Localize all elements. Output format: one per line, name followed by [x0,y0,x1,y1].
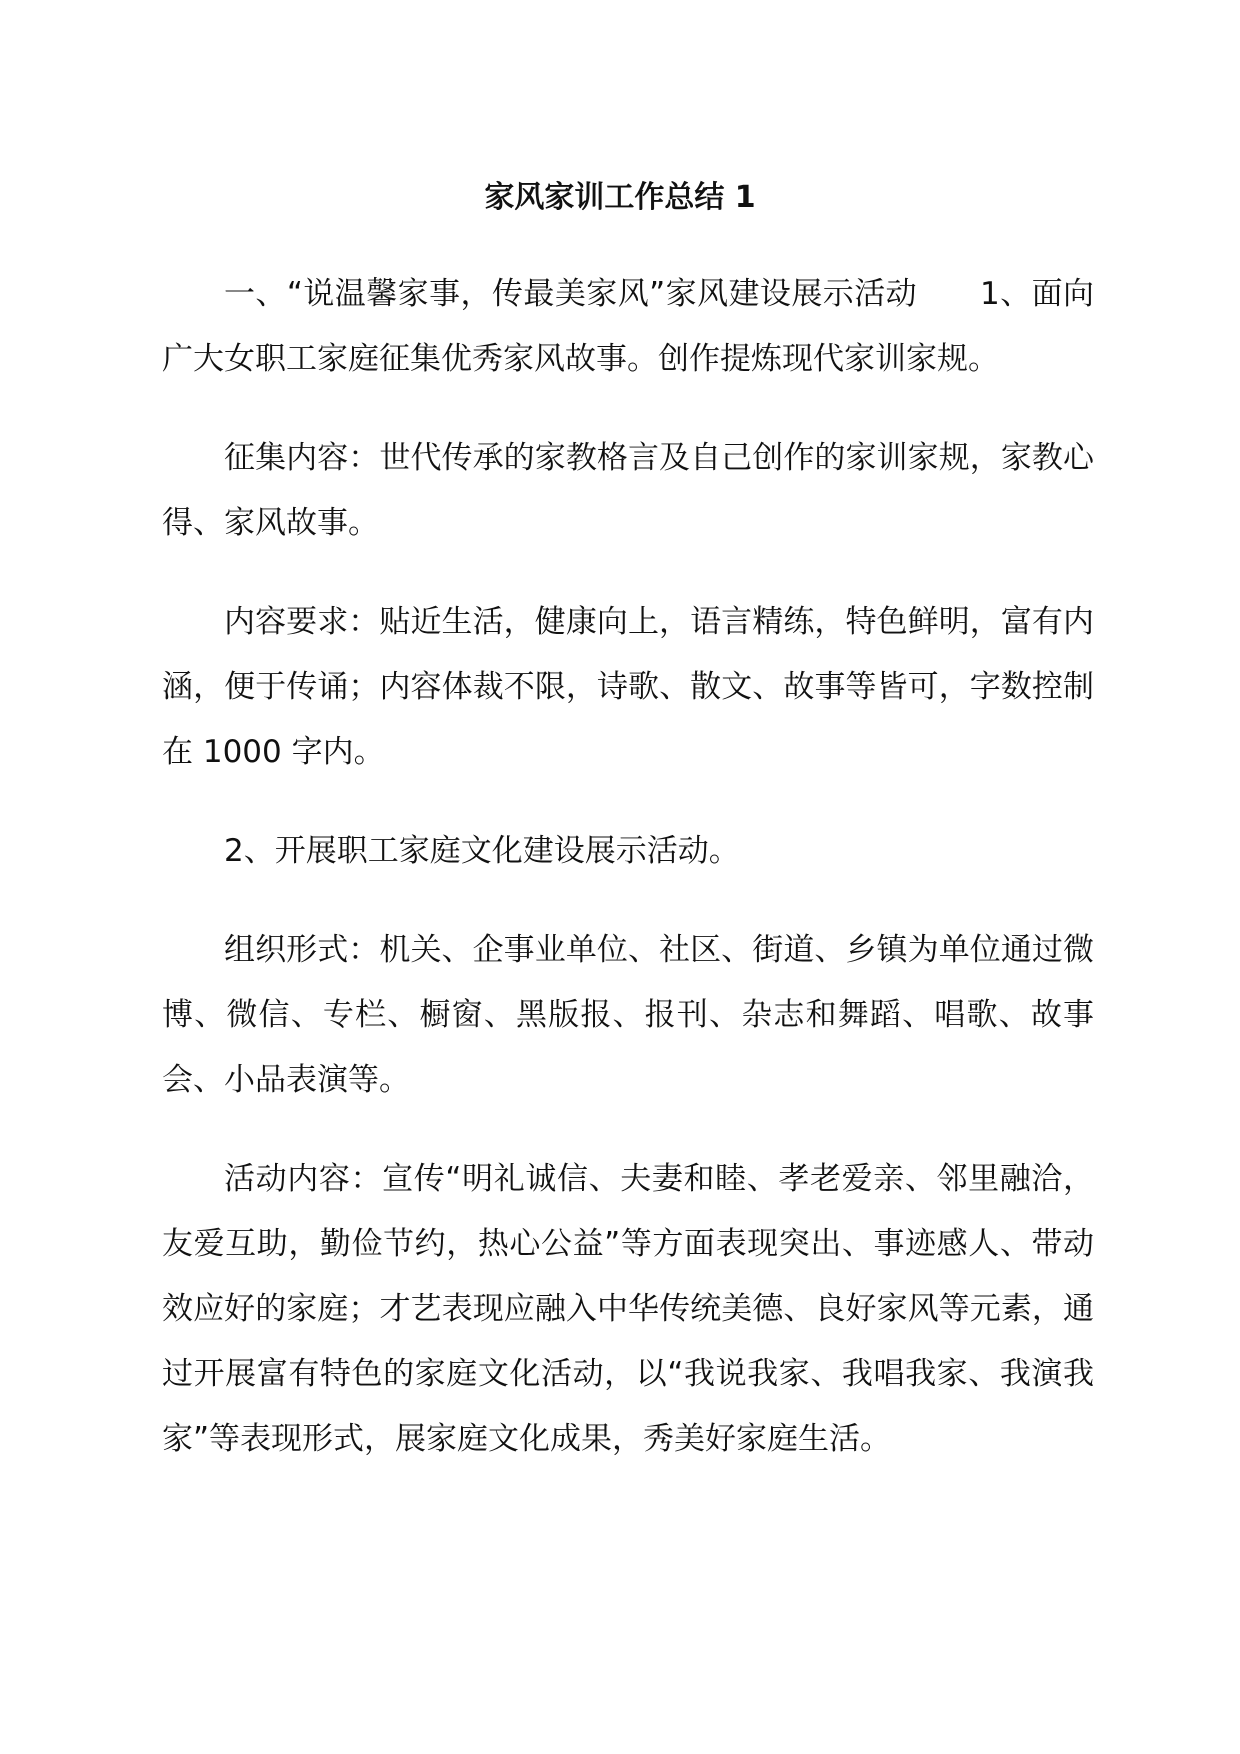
paragraph-activity-content: 活动内容：宣传“明礼诚信、夫妻和睦、孝老爱亲、邻里融洽，友爱互助，勤俭节约，热心公益”等方面表现突出、事迹感人、带动效应好的家庭；才艺表现应融入中华传统美德、良好家风等元素，通过开展富有特色的家庭文化活动，以“我说我家、我唱我家、我演我家”等表现形式，展家庭文化成果，秀美好家庭生活。 [162,1161,1094,1457]
paragraph-family-culture-activity: 2、开展职工家庭文化建设展示活动。 [224,833,740,869]
paragraph-organization-form: 组织形式：机关、企事业单位、社区、街道、乡镇为单位通过微博、微信、专栏、橱窗、黑版报、报刊、杂志和舞蹈、唱歌、故事会、小品表演等。 [162,932,1094,1098]
paragraph-activity-intro: 一、“说温馨家事，传最美家风”家风建设展示活动 1、面向广大女职工家庭征集优秀家风故事。创作提炼现代家训家规。 [162,276,1094,377]
paragraph-content-requirements: 内容要求：贴近生活，健康向上，语言精练，特色鲜明，富有内涵，便于传诵；内容体裁不限，诗歌、散文、故事等皆可，字数控制在 1000 字内。 [162,604,1094,770]
document-body [162,262,1094,1506]
document-title: 家风家训工作总结 1 [484,180,756,215]
paragraph-collection-content: 征集内容：世代传承的家教格言及自己创作的家训家规，家教心得、家风故事。 [162,440,1094,541]
